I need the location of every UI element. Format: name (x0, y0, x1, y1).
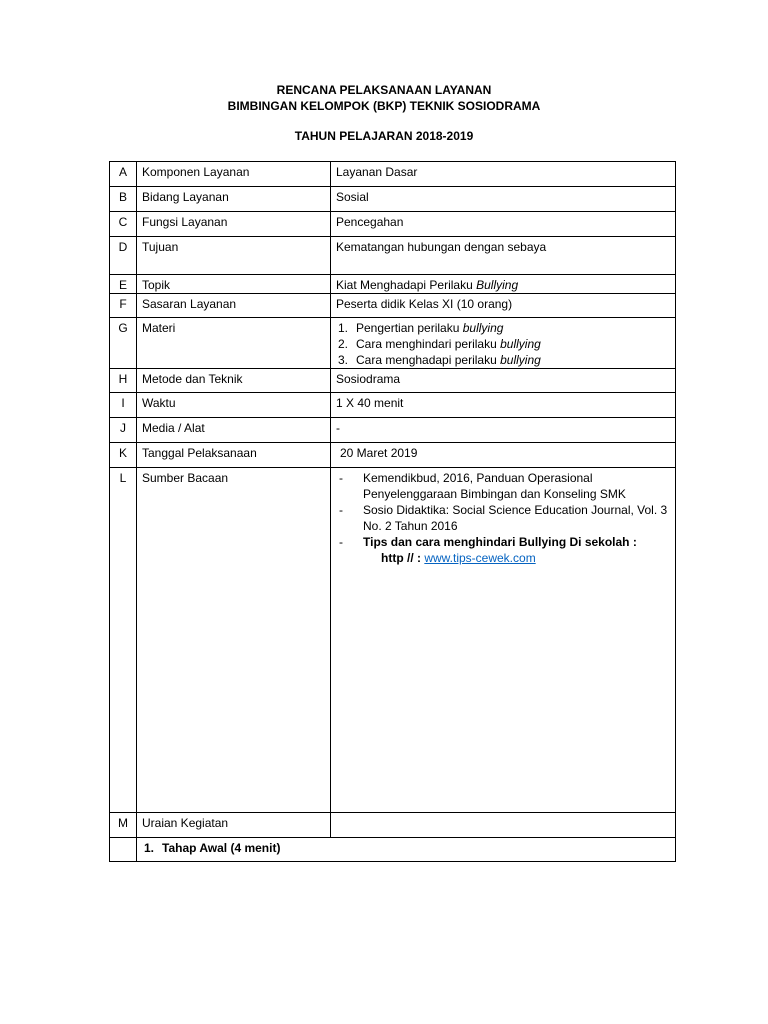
source-link[interactable]: www.tips-cewek.com (424, 551, 536, 565)
list-text: Tips dan cara menghindari Bullying Di sekolah : (363, 535, 637, 549)
row-value (331, 318, 676, 369)
row-label: Bidang Layanan (137, 187, 331, 212)
stage-list (142, 840, 670, 856)
row-letter: A (110, 162, 137, 187)
list-text: Tahap Awal (4 menit) (162, 841, 281, 855)
row-letter: H (110, 369, 137, 393)
materi-list (336, 320, 670, 368)
list-item (336, 502, 670, 534)
row-label: Topik (137, 275, 331, 294)
row-label: Sasaran Layanan (137, 294, 331, 318)
list-dash: - (339, 535, 343, 549)
row-letter: K (110, 443, 137, 468)
list-item (336, 470, 670, 502)
topic-text: Kiat Menghadapi Perilaku (336, 278, 473, 292)
list-number: 1. (338, 321, 349, 335)
row-value: Pencegahan (331, 212, 676, 237)
topic-italic: Bullying (476, 278, 519, 292)
table-row-l (110, 468, 676, 813)
row-letter: D (110, 237, 137, 275)
list-italic: bullying (500, 353, 541, 367)
row-label: Sumber Bacaan (137, 468, 331, 813)
doc-title-line2: BIMBINGAN KELOMPOK (BKP) TEKNIK SOSIODRAMA (227, 99, 541, 113)
row-label: Media / Alat (137, 418, 331, 443)
table-row-m1 (110, 838, 676, 862)
list-text: Sosio Didaktika: Social Science Education Journal, Vol. 3 No. 2 Tahun 2016 (363, 503, 668, 533)
url-prefix: http // : (381, 551, 421, 565)
table-row-f (110, 294, 676, 318)
row-letter: M (110, 813, 137, 838)
table-row-g (110, 318, 676, 369)
source-url-line (336, 550, 670, 566)
list-number: 3. (338, 353, 349, 367)
row-value (331, 275, 676, 294)
table-row-d (110, 237, 676, 275)
list-text: Kemendikbud, 2016, Panduan Operasional Penyelenggaraan Bimbingan dan Konseling SMK (363, 471, 626, 501)
table-row-b (110, 187, 676, 212)
table-row-m (110, 813, 676, 838)
list-italic: bullying (500, 337, 541, 351)
table-row-c (110, 212, 676, 237)
list-dash: - (339, 471, 343, 485)
table-row-i (110, 393, 676, 418)
list-item (336, 320, 670, 336)
row-value: Sosial (331, 187, 676, 212)
row-letter: L (110, 468, 137, 813)
row-value: - (331, 418, 676, 443)
row-letter: C (110, 212, 137, 237)
list-item (336, 352, 670, 368)
empty-cell (110, 838, 137, 862)
list-text: Pengertian perilaku (356, 321, 460, 335)
row-letter: J (110, 418, 137, 443)
row-label: Materi (137, 318, 331, 369)
row-label: Metode dan Teknik (137, 369, 331, 393)
row-value (331, 813, 676, 838)
row-value: 20 Maret 2019 (331, 443, 676, 468)
row-letter: G (110, 318, 137, 369)
row-value: Peserta didik Kelas XI (10 orang) (331, 294, 676, 318)
table-row-e (110, 275, 676, 294)
table-row-h (110, 369, 676, 393)
list-item (336, 336, 670, 352)
list-italic: bullying (462, 321, 504, 335)
stage-cell (137, 838, 676, 862)
service-plan-table (109, 161, 676, 862)
list-dash: - (339, 503, 343, 517)
row-letter: I (110, 393, 137, 418)
list-item (142, 840, 670, 856)
row-value: Kematangan hubungan dengan sebaya (331, 237, 676, 275)
list-number: 2. (338, 337, 349, 351)
table-row-k (110, 443, 676, 468)
row-value: Layanan Dasar (331, 162, 676, 187)
list-number: 1. (144, 841, 155, 855)
table-row-j (110, 418, 676, 443)
row-label: Fungsi Layanan (137, 212, 331, 237)
row-label: Uraian Kegiatan (137, 813, 331, 838)
list-text: Cara menghindari perilaku (356, 337, 497, 351)
table-row-a (110, 162, 676, 187)
row-value (331, 468, 676, 813)
row-value: Sosiodrama (331, 369, 676, 393)
row-label: Komponen Layanan (137, 162, 331, 187)
list-item (336, 534, 670, 550)
doc-title-line3: TAHUN PELAJARAN 2018-2019 (294, 129, 474, 143)
row-value: 1 X 40 menit (331, 393, 676, 418)
list-text: Cara menghadapi perilaku (356, 353, 497, 367)
row-letter: E (110, 275, 137, 294)
sources-list (336, 470, 670, 550)
row-label: Tujuan (137, 237, 331, 275)
row-letter: B (110, 187, 137, 212)
row-letter: F (110, 294, 137, 318)
row-label: Waktu (137, 393, 331, 418)
doc-title-line1: RENCANA PELAKSANAAN LAYANAN (276, 83, 492, 97)
row-label: Tanggal Pelaksanaan (137, 443, 331, 468)
